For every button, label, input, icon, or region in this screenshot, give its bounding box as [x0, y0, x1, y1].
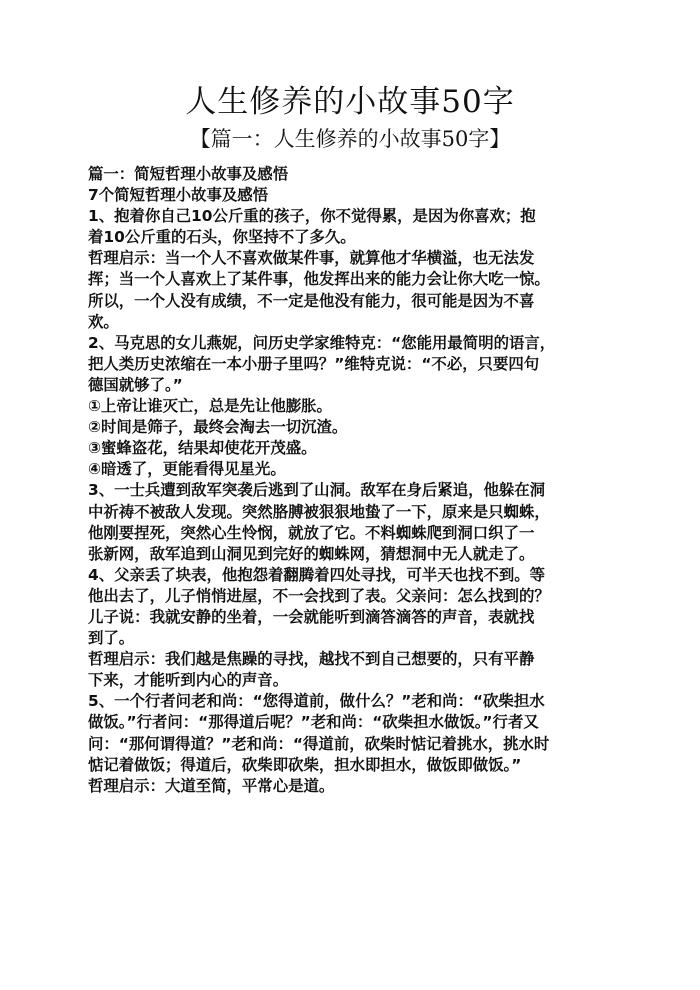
document-body: [88, 164, 628, 797]
body-line: 中祈祷不被敌人发现。突然胳膊被狠狠地蛰了一下，原来是只蜘蛛，: [88, 502, 550, 521]
body-line: 下来，才能听到内心的声音。: [88, 671, 289, 690]
body-line: ①上帝让谁灭亡，总是先让他膨胀。: [88, 397, 332, 416]
body-line: 做饭。”行者问：“那得道后呢？”老和尚：“砍柴担水做饭。”行者又: [88, 713, 539, 732]
document-title: 人生修养的小故事50字: [185, 84, 515, 120]
body-line: 3、一士兵遭到敌军突袭后逃到了山洞。敌军在身后紧追，他躲在洞: [88, 481, 546, 500]
body-line: 把人类历史浓缩在一本小册子里吗？”维特克说：“不必，只要四句: [88, 354, 540, 373]
body-line: ③蜜蜂盗花，结果却使花开茂盛。: [88, 439, 317, 458]
body-line: 德国就够了。”: [88, 375, 183, 394]
body-line: 着10公斤重的石头，你坚持不了多久。: [88, 228, 356, 247]
body-line: 挥；当一个人喜欢上了某件事，他发挥出来的能力会让你大吃一惊。: [88, 270, 550, 289]
body-line: 2、马克思的女儿燕妮，问历史学家维特克：“您能用最简明的语言，: [88, 333, 556, 352]
body-line: 他出去了，儿子悄悄进屋，不一会找到了表。父亲问：怎么找到的？: [88, 586, 550, 605]
body-line: 他刚要捏死，突然心生怜悯，就放了它。不料蜘蛛爬到洞口织了一: [88, 523, 535, 542]
body-line: 4、父亲丢了块表，他抱怨着翻腾着四处寻找，可半天也找不到。等: [88, 565, 546, 584]
body-line: 欢。: [88, 312, 119, 331]
body-line: 1、抱着你自己10公斤重的孩子，你不觉得累，是因为你喜欢；抱: [88, 207, 536, 226]
body-line: ②时间是筛子，最终会淘去一切沉渣。: [88, 418, 348, 437]
body-line: 哲理启示：当一个人不喜欢做某件事，就算他才华横溢，也无法发: [88, 249, 535, 268]
body-line: 5、一个行者问老和尚：“您得道前，做什么？”老和尚：“砍柴担水: [88, 692, 545, 711]
body-line: 问：“那何谓得道？”老和尚：“得道前，砍柴时惦记着挑水，挑水时: [88, 734, 550, 753]
body-line: 篇一：简短哲理小故事及感悟: [88, 165, 289, 183]
body-line: 哲理启示：我们越是焦躁的寻找，越找不到自己想要的，只有平静: [88, 650, 535, 669]
document-subtitle: 【篇一：人生修养的小故事50字】: [189, 127, 511, 151]
body-line: 哲理启示：大道至简，平常心是道。: [88, 776, 335, 795]
body-line: ④暗透了，更能看得见星光。: [88, 460, 286, 479]
body-line: 所以，一个人没有成绩，不一定是他没有能力，很可能是因为不喜: [88, 291, 535, 310]
body-line: 惦记着做饭；得道后，砍柴即砍柴，担水即担水，做饭即做饭。”: [88, 755, 522, 774]
body-line: 儿子说：我就安静的坐着，一会就能听到滴答滴答的声音，表就找: [88, 607, 535, 626]
body-line: 7个简短哲理小故事及感悟: [88, 186, 269, 205]
body-line: 张新网，敌军追到山洞见到完好的蜘蛛网，猜想洞中无人就走了。: [88, 544, 535, 563]
body-line: 到了。: [88, 629, 135, 648]
